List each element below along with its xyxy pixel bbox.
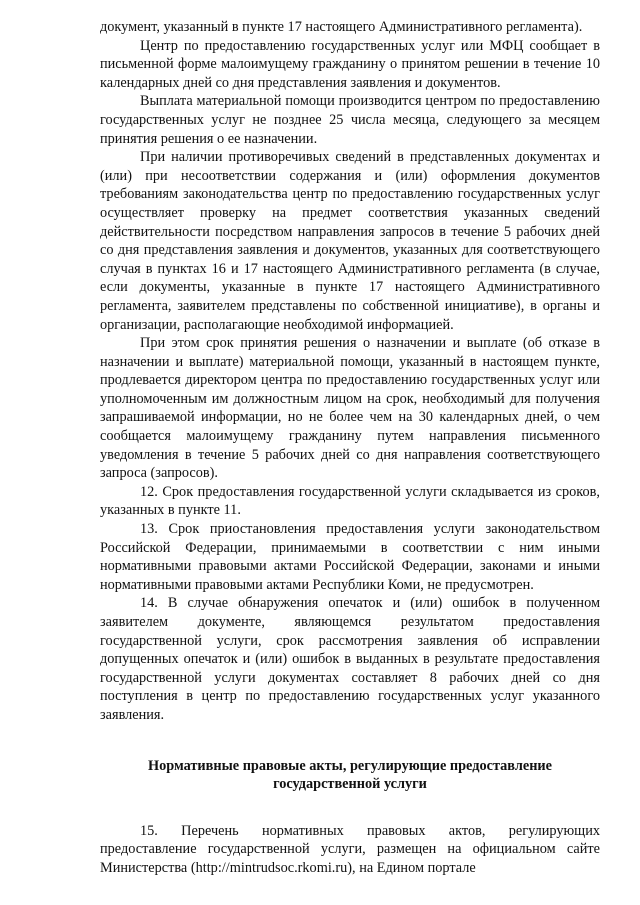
paragraph-item-14: 14. В случае обнаружения опечаток и (или) ошибок в полученном заявителем документе, являющемся результатом предоставления государственной услуги, срок рассмотрения заявления об исправлении допущенных опечаток и (или) ошибок в выданных в результате предоставления государственной услуги документах составляет 8 рабочих дней со дня поступления в центр по предоставлению государственных услуг указанного заявления.: [100, 595, 600, 723]
paragraph-item-12: 12. Срок предоставления государственной услуги складывается из сроков, указанных в пункте 11.: [100, 483, 600, 519]
paragraph-item-13: 13. Срок приостановления предоставления услуги законодательством Российской Федерации, принимаемыми в соответствии с ним иными нормативными правовыми актами Российской Федерации, законами и иными нормативными правовыми актами Республики Коми, не предусмотрен.: [100, 521, 600, 593]
paragraph-payment: Выплата материальной помощи производится центром по предоставлению государственных услуг не позднее 25 числа месяца, следующего за месяцем принятия решения о ее назначении.: [100, 93, 600, 147]
document-body: [100, 18, 600, 878]
paragraph-continuation: документ, указанный в пункте 17 настоящего Административного регламента).: [100, 19, 583, 35]
paragraph-item-15: 15. Перечень нормативных правовых актов, регулирующих предоставление государственной услуги, размещен на официальном сайте Министерства (http://mintrudsoc.rkomi.ru), на Едином портале: [100, 822, 600, 876]
paragraph-extension: При этом срок принятия решения о назначении и выплате (об отказе в назначении и выплате) материальной помощи, указанный в настоящем пункте, продлевается директором центра по предоставлению государственных услуг или уполномоченным им должностным лицом на срок, необходимый для получения запрашиваемой информации, но не более чем на 30 календарных дней, о чем сообщается малоимущему гражданину путем направления письменного уведомления в течение 5 рабочих дней со дня направления соответствующего запроса (запросов).: [100, 335, 600, 482]
paragraph-mfc-notice: Центр по предоставлению государственных услуг или МФЦ сообщает в письменной форме малоимущему гражданину о принятом решении в течение 10 календарных дней со дня представления заявления и документов.: [100, 37, 600, 91]
section-heading: Нормативные правовые акты, регулирующие предоставление государственной услуги: [147, 757, 553, 793]
paragraph-contradictions: При наличии противоречивых сведений в представленных документах и (или) при несоответствии содержания и (или) оформления документов требованиям законодательства центр по предоставлению государственных услуг осуществляет проверку на предмет соответствия указанных сведений действительности посредством направления запросов в течение 5 рабочих дней со дня представления заявления и документов, указанных для соответствующего случая в пунктах 16 и 17 настоящего Административного регламента (в случае, если документы, указанные в пункте 17 настоящего Административного регламента, заявителем представлены по собственной инициативе), в органы и организации, располагающие необходимой информацией.: [100, 149, 600, 333]
